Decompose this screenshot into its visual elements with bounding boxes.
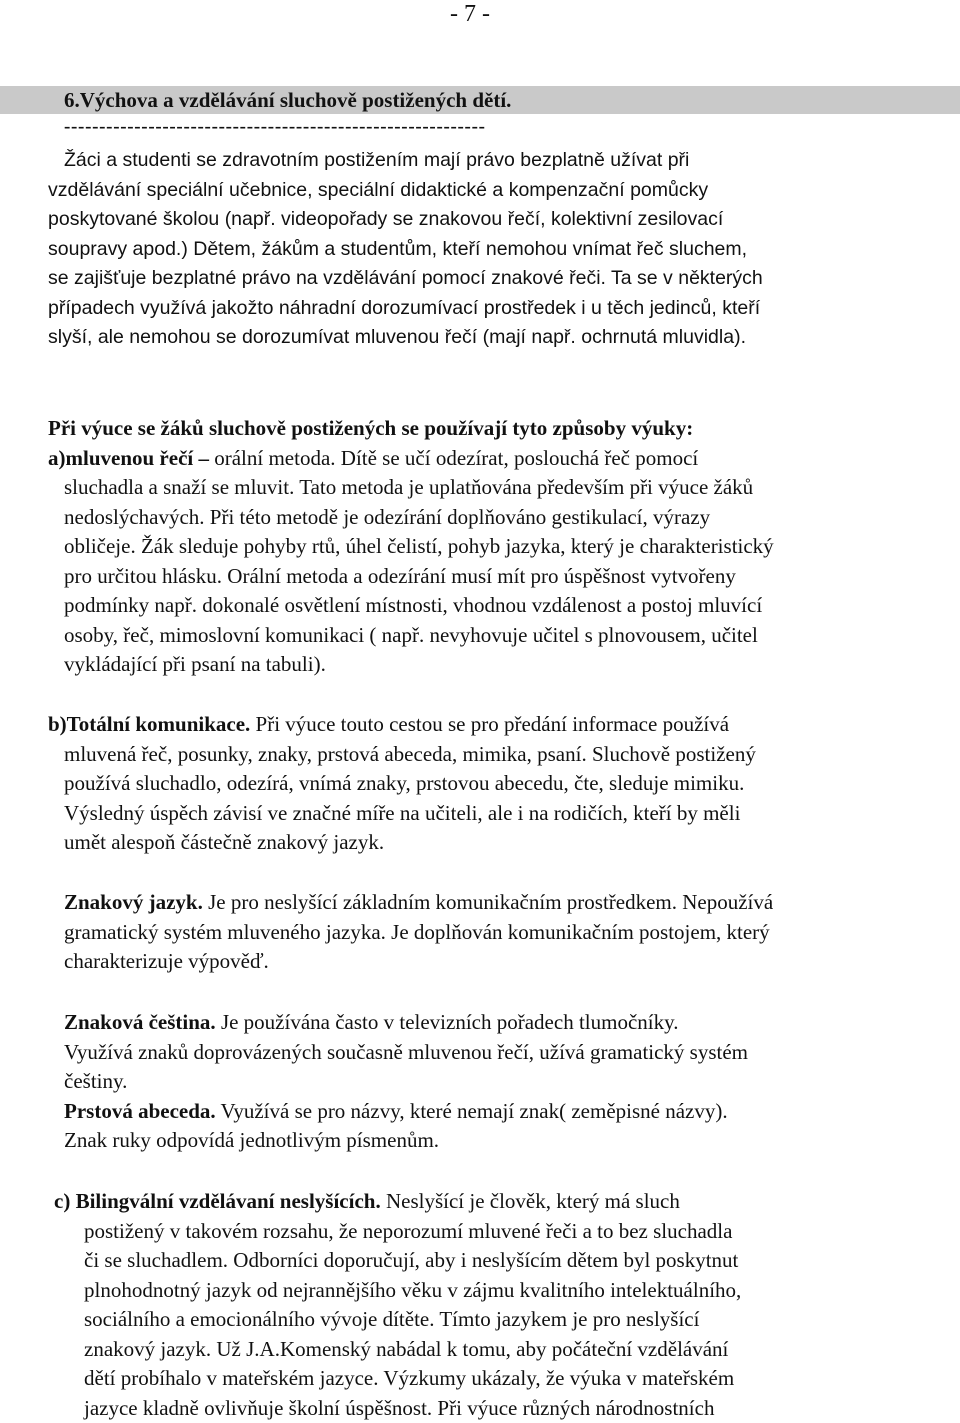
method-a-line: osoby, řeč, mimoslovní komunikaci ( např. nevyhovuje učitel s plnovousem, učitel — [64, 622, 758, 647]
sign-language-section — [64, 888, 773, 977]
total-line: umět alespoň částečně znakový jazyk. — [64, 830, 385, 854]
finger-label: Prstová abeceda. — [64, 1098, 216, 1123]
intro-line: soupravy apod.) Dětem, žákům a studentům, kteří nemohou vnímat řeč sluchem, — [48, 237, 748, 260]
bilingual-line: jazyce kladně ovlivňuje školní úspěšnost. Při výuce různých národnostních — [84, 1395, 715, 1420]
bilingual-line: plnohodnotný jazyk od nejrannějšího věku v zájmu kvalitního intelektuálního, — [84, 1277, 742, 1302]
bilingual-line: sociálního a emocionálního vývoje dítěte. Tímto jazykem je pro neslyšící — [84, 1307, 700, 1331]
total-line: mluvená řeč, posunky, znaky, prstová abeceda, mimika, psaní. Sluchově postižený — [64, 741, 756, 766]
bilingual-line: či se sluchadlem. Odborníci doporučují, aby i neslyšícím dětem byl poskytnut — [84, 1248, 739, 1272]
intro-paragraph — [48, 146, 763, 353]
sign-czech-label: Znaková čeština. — [64, 1010, 216, 1034]
intro-line: se zajišťuje bezplatné právo na vzdělávání pomocí znakové řeči. Ta se v některých — [48, 267, 763, 289]
bilingual-section — [54, 1187, 741, 1423]
sign-language-line: gramatický systém mluveného jazyka. Je doplňován komunikačním postojem, který — [64, 919, 770, 944]
intro-line: případech využívá jakožto náhradní dorozumívací prostředek i u těch jedinců, kteří — [48, 296, 761, 319]
separator-line: ------------------------------------------------------------ — [64, 116, 486, 137]
intro-line: Žáci a studenti se zdravotním postižením mají právo bezplatně užívat při — [64, 149, 690, 171]
bilingual-line: c) Bilingvální vzdělávaní neslyšících. Neslyšící je člověk, který má sluch — [54, 1189, 680, 1213]
methods-section — [48, 414, 774, 680]
total-communication-section — [48, 710, 756, 858]
sign-czech-line: Využívá znaků doprovázených současně mluvenou řečí, užívá gramatický systém — [64, 1039, 749, 1064]
intro-line: vzdělávání speciální učebnice, speciální didaktické a kompenzační pomůcky — [48, 178, 709, 201]
bilingual-line: postižený v takovém rozsahu, že neporozumí mluvené řeči a to bez sluchadla — [84, 1218, 733, 1243]
sign-czech-section — [64, 1008, 748, 1156]
sign-czech-line: češtiny. — [64, 1069, 128, 1093]
sign-language-label: Znakový jazyk. — [64, 890, 203, 914]
total-label: b)Totální komunikace. — [48, 712, 251, 736]
sign-czech-line: Znaková čeština. Je používána často v televizních pořadech tlumočníky. — [64, 1010, 679, 1034]
finger-line: Znak ruky odpovídá jednotlivým písmenům. — [64, 1128, 440, 1152]
total-line: používá sluchadlo, odezírá, vnímá znaky, prstovou abecedu, čte, sleduje mimiku. — [64, 771, 745, 795]
method-a-line: obličeje. Žák sleduje pohyby rtů, úhel čelistí, pohyb jazyka, který je charakteristický — [64, 534, 774, 558]
page-number: - 7 - — [450, 1, 490, 27]
intro-line: poskytované školou (např. videopořady se znakovou řečí, kolektivní zesilovací — [48, 208, 724, 230]
method-a-line: a)mluvenou řečí – orální metoda. Dítě se učí odezírat, poslouchá řeč pomocí — [48, 445, 699, 470]
finger-line: Prstová abeceda. Využívá se pro názvy, které nemají znak( zeměpisné názvy). — [64, 1098, 728, 1123]
method-a-line: sluchadla a snaží se mluvit. Tato metoda je uplatňována především při výuce žáků — [64, 475, 754, 499]
bilingual-label: c) Bilingvální vzdělávaní neslyšících. — [54, 1189, 381, 1213]
method-a-line: podmínky např. dokonalé osvětlení místnosti, vhodnou vzdálenost a postoj mluvící — [64, 593, 763, 617]
sign-language-line: charakterizuje výpověď. — [64, 949, 269, 973]
bilingual-line: znakový jazyk. Už J.A.Komenský nabádal k tomu, aby počáteční vzdělávání — [84, 1336, 729, 1361]
total-line: b)Totální komunikace. Při výuce touto cestou se pro předání informace používá — [48, 712, 730, 736]
method-a-line: nedoslýchavých. Při této metodě je odezírání doplňováno gestikulací, výrazy — [64, 504, 711, 529]
method-a-line: vykládající při psaní na tabuli). — [64, 652, 326, 676]
sign-language-line: Znakový jazyk. Je pro neslyšící základním komunikačním prostředkem. Nepoužívá — [64, 890, 774, 914]
intro-line: slyší, ale nemohou se dorozumívat mluvenou řečí (mají např. ochrnutá mluvidla). — [48, 326, 746, 348]
method-a-line: pro určitou hlásku. Orální metoda a odezírání musí mít pro úspěšnost vytvořeny — [64, 563, 736, 588]
bilingual-line: dětí probíhalo v mateřském jazyce. Výzkumy ukázaly, že výuka v mateřském — [84, 1366, 735, 1390]
total-line: Výsledný úspěch závisí ve značné míře na učiteli, ale i na rodičích, kteří by měli — [64, 800, 741, 825]
methods-heading: Při výuce se žáků sluchově postižených se používají tyto způsoby výuky: — [48, 416, 694, 440]
method-a-label: a)mluvenou řečí – — [48, 445, 209, 470]
section-heading: 6.Výchova a vzdělávání sluchově postižených dětí. — [64, 88, 512, 112]
